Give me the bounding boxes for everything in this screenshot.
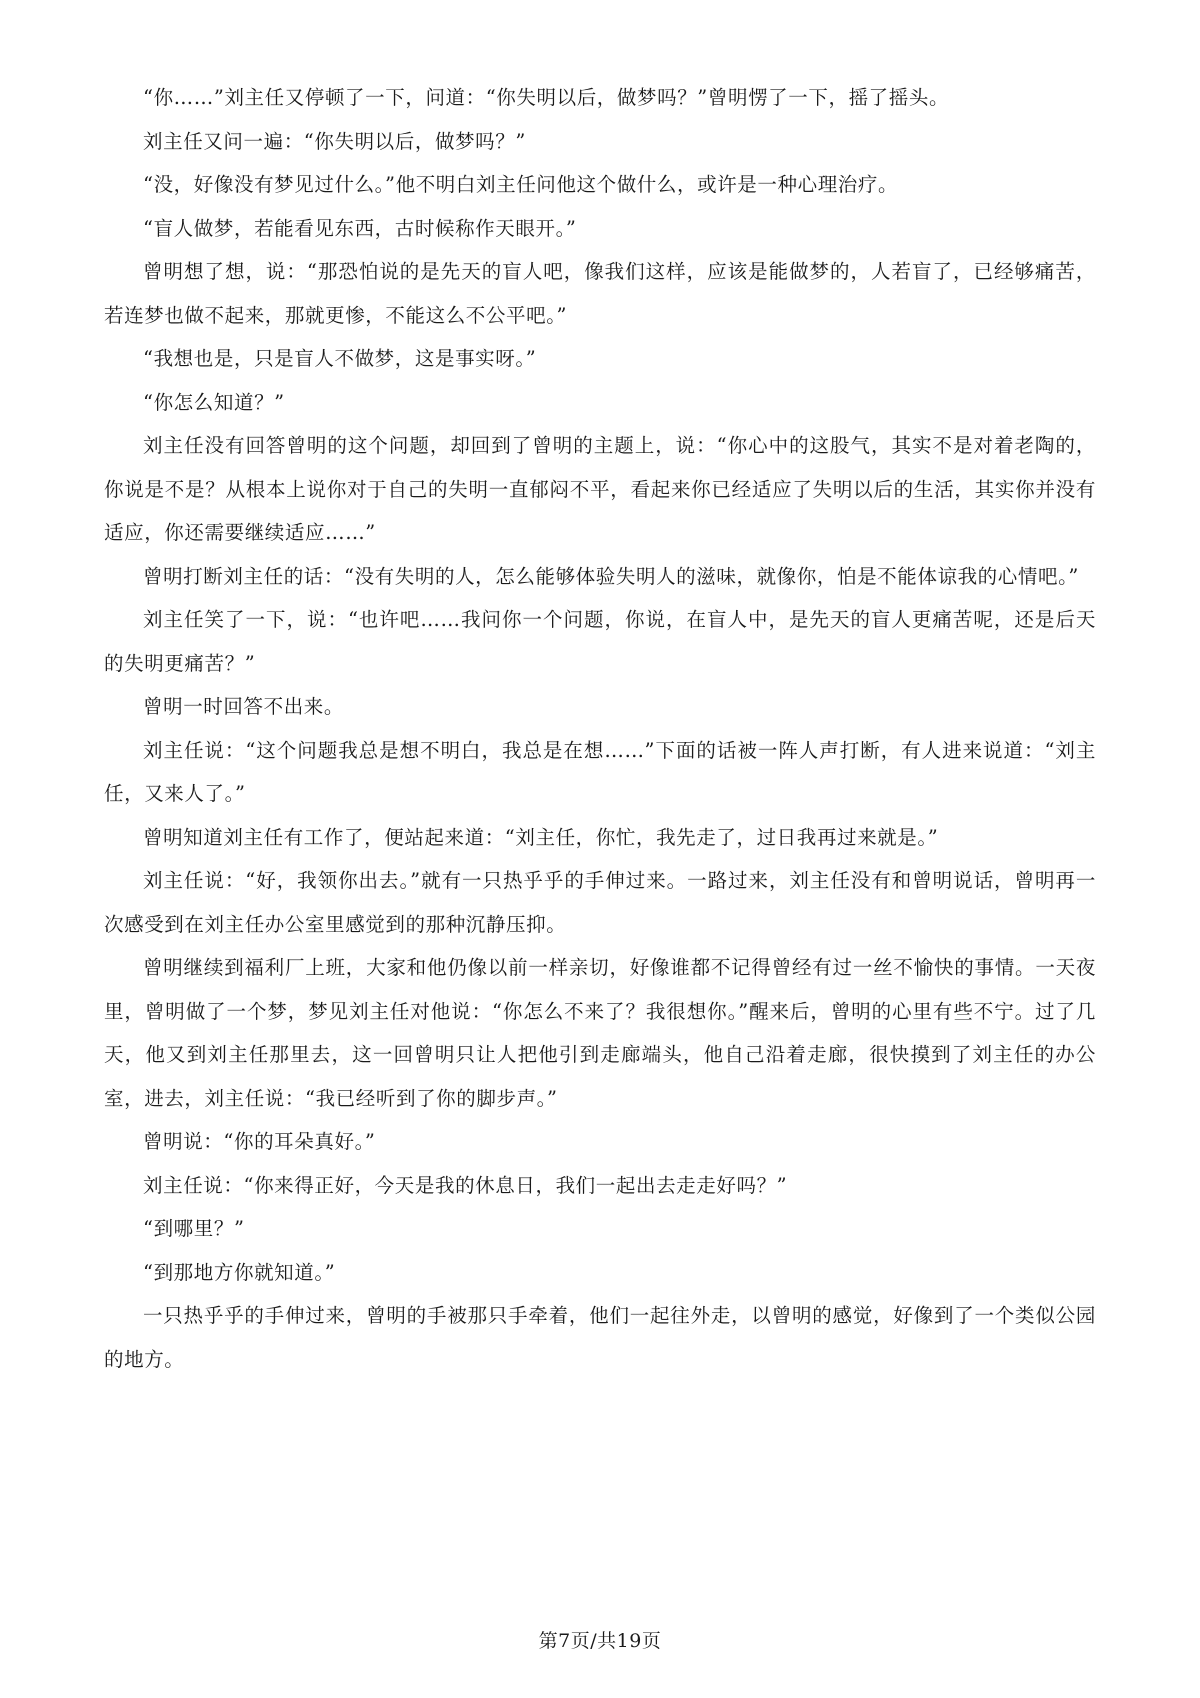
paragraph: 刘主任说：“这个问题我总是想不明白，我总是在想……”下面的话被一阵人声打断，有人进来说道：“刘主任，又来人了。”: [104, 738, 1096, 805]
paragraph: 刘主任说：“你来得正好，今天是我的休息日，我们一起出去走走好吗？”: [143, 1173, 788, 1197]
paragraph: 一只热乎乎的手伸过来，曾明的手被那只手牵着，他们一起往外走，以曾明的感觉，好像到了一个类似公园的地方。: [104, 1304, 1096, 1371]
paragraph: “你……”刘主任又停顿了一下，问道：“你失明以后，做梦吗？”曾明愣了一下，摇了摇头。: [143, 86, 950, 109]
paragraph: 刘主任没有回答曾明的这个问题，却回到了曾明的主题上，说：“你心中的这股气，其实不是对着老陶的，你说是不是？从根本上说你对于自己的失明一直郁闷不平，看起来你已经适应了失明以后的生活，其实你并没有适应，你还需要继续适应……”: [104, 434, 1096, 544]
paragraph: 曾明打断刘主任的话：“没有失明的人，怎么能够体验失明人的滋味，就像你，怕是不能体谅我的心情吧。”: [143, 564, 1079, 588]
paragraph: 曾明说：“你的耳朵真好。”: [143, 1130, 376, 1153]
paragraph: 曾明知道刘主任有工作了，便站起来道：“刘主任，你忙，我先走了，过日我再过来就是。”: [143, 825, 939, 849]
paragraph: “我想也是，只是盲人不做梦，这是事实呀。”: [143, 347, 537, 370]
body-text: [104, 76, 1096, 1381]
paragraph: “你怎么知道？”: [143, 390, 285, 414]
paragraph: “没，好像没有梦见过什么。”他不明白刘主任问他这个做什么，或许是一种心理治疗。: [143, 173, 899, 196]
paragraph: 曾明继续到福利厂上班，大家和他仍像以前一样亲切，好像谁都不记得曾经有过一丝不愉快的事情。一天夜里，曾明做了一个梦，梦见刘主任对他说：“你怎么不来了？我很想你。”醒来后，曾明的心里有些不宁。过了几天，他又到刘主任那里去，这一回曾明只让人把他引到走廊端头，他自己沿着走廊，很快摸到了刘主任的办公室，进去，刘主任说：“我已经听到了你的脚步声。”: [104, 956, 1096, 1110]
paragraph: 曾明想了想，说：“那恐怕说的是先天的盲人吧，像我们这样，应该是能做梦的，人若盲了，已经够痛苦，若连梦也做不起来，那就更惨，不能这么不公平吧。”: [104, 260, 1096, 327]
paragraph: “到那地方你就知道。”: [143, 1260, 336, 1284]
paragraph: “盲人做梦，若能看见东西，古时候称作天眼开。”: [143, 216, 577, 240]
paragraph: 曾明一时回答不出来。: [143, 695, 345, 718]
paragraph: 刘主任又问一遍：“你失明以后，做梦吗？”: [143, 129, 526, 153]
paragraph: 刘主任说：“好，我领你出去。”就有一只热乎乎的手伸过来。一路过来，刘主任没有和曾明说话，曾明再一次感受到在刘主任办公室里感觉到的那种沉静压抑。: [104, 869, 1096, 936]
paragraph: 刘主任笑了一下，说：“也许吧……我问你一个问题，你说，在盲人中，是先天的盲人更痛苦呢，还是后天的失明更痛苦？”: [104, 608, 1096, 675]
page-number: 第7页/共19页: [538, 1630, 662, 1652]
paragraph: “到哪里？”: [143, 1217, 245, 1240]
